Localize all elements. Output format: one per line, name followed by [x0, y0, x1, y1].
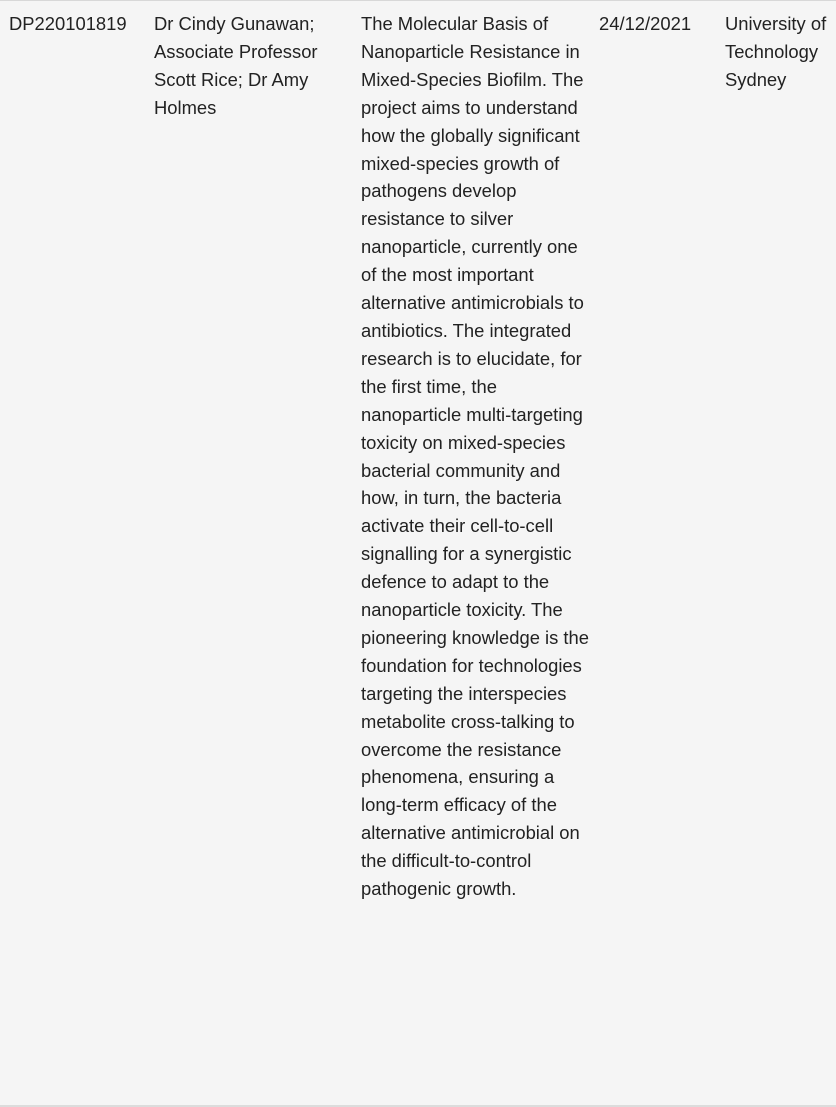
project-summary-cell: The Molecular Basis of Nanoparticle Resistance in Mixed-Species Biofilm. The project aims to understand how the globally significant mixed-species growth of pathogens develop resistance to silver nanoparticle, currently one of the most important alternative antimicrobials to antibiotics. The integrated research is to elucidate, for the first time, the nanoparticle multi-targeting toxicity on mixed-species bacterial community and how, in turn, the bacteria activate their cell-to-cell signalling for a synergistic defence to adapt to the nanoparticle toxicity. The pioneering knowledge is the foundation for technologies targeting the interspecies metabolite cross-talking to overcome the resistance phenomena, ensuring a long-term efficacy of the alternative antimicrobial on the difficult-to-control pathogenic growth. — [361, 13, 589, 900]
project-id-cell: DP220101819 — [9, 13, 127, 34]
investigators-cell: Dr Cindy Gunawan; Associate Professor Scott Rice; Dr Amy Holmes — [154, 13, 318, 118]
administering-organisation-cell: University of Technology Sydney — [725, 13, 827, 90]
table-row — [0, 1, 836, 1106]
announcement-date-cell: 24/12/2021 — [599, 13, 692, 34]
